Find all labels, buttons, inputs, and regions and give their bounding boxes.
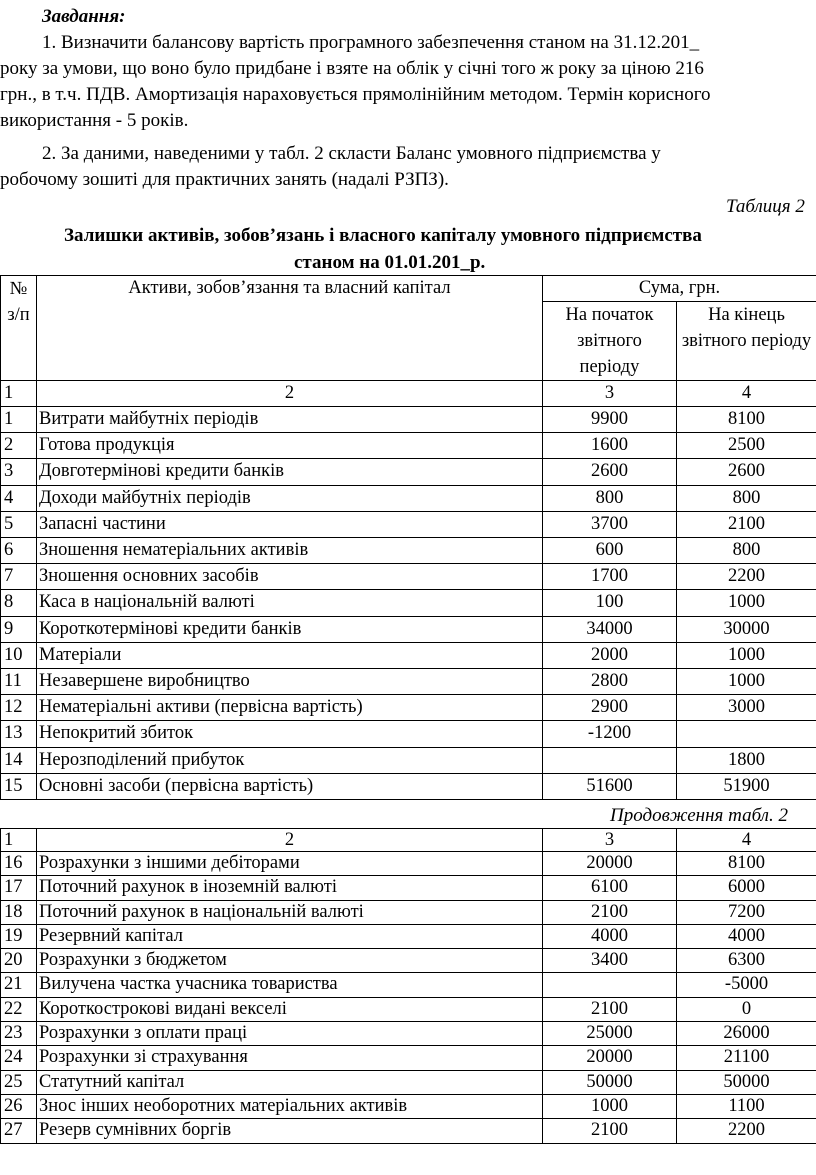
row-end-value: 6300 — [677, 949, 816, 973]
table-row — [1, 538, 816, 564]
row-end-value: 7200 — [677, 900, 816, 924]
row-end-value: 26000 — [677, 1022, 816, 1046]
row-end-value: 50000 — [677, 1070, 816, 1094]
header-start: На початок звітного періоду — [543, 302, 677, 381]
table-row — [1, 876, 816, 900]
header-name: Активи, зобов’язання та власний капітал — [37, 276, 543, 381]
row-end-value: 51900 — [677, 773, 816, 799]
row-number: 9 — [1, 616, 37, 642]
row-name: Каса в національній валюті — [37, 590, 543, 616]
row-start-value: 3700 — [543, 511, 677, 537]
row-start-value: 20000 — [543, 1046, 677, 1070]
row-number: 16 — [1, 852, 37, 876]
table-row — [1, 1094, 816, 1118]
table-title-line2: станом на 01.01.201_р. — [294, 252, 486, 273]
col-number: 3 — [543, 829, 677, 852]
row-end-value: 6000 — [677, 876, 816, 900]
row-number: 18 — [1, 900, 37, 924]
row-number: 6 — [1, 538, 37, 564]
row-end-value: 2200 — [677, 1119, 816, 1143]
row-end-value: 1000 — [677, 590, 816, 616]
row-name: Зношення нематеріальних активів — [37, 538, 543, 564]
table-title-line1: Залишки активів, зобов’язань і власного капіталу умовного підприємства — [64, 225, 702, 246]
row-name: Нематеріальні активи (первісна вартість) — [37, 695, 543, 721]
table-row — [1, 1046, 816, 1070]
row-number: 19 — [1, 924, 37, 948]
row-name: Довготермінові кредити банків — [37, 459, 543, 485]
task-p1-line1: 1. Визначити балансову вартість програмного забезпечення станом на 31.12.201_ — [42, 32, 700, 53]
task-p2-line1: 2. За даними, наведеними у табл. 2 скласти Баланс умовного підприємства у — [42, 143, 661, 164]
row-end-value: 2600 — [677, 459, 816, 485]
row-name: Непокритий збиток — [37, 721, 543, 747]
row-number: 12 — [1, 695, 37, 721]
col-number: 3 — [543, 381, 677, 407]
col-number: 1 — [1, 829, 37, 852]
row-start-value: 2800 — [543, 669, 677, 695]
table-row — [1, 669, 816, 695]
table-row — [1, 590, 816, 616]
row-number: 8 — [1, 590, 37, 616]
row-name: Розрахунки з іншими дебіторами — [37, 852, 543, 876]
table-row — [1, 924, 816, 948]
table-row — [1, 642, 816, 668]
row-number: 22 — [1, 997, 37, 1021]
row-end-value: 30000 — [677, 616, 816, 642]
row-end-value: 8100 — [677, 407, 816, 433]
row-start-value: 2900 — [543, 695, 677, 721]
row-name: Зношення основних засобів — [37, 564, 543, 590]
table-row — [1, 433, 816, 459]
header-sum: Сума, грн. — [543, 276, 816, 302]
row-end-value: 8100 — [677, 852, 816, 876]
row-number: 7 — [1, 564, 37, 590]
row-end-value: 1000 — [677, 642, 816, 668]
row-start-value: 1700 — [543, 564, 677, 590]
task-heading: Завдання: — [42, 6, 126, 27]
row-end-value: 4000 — [677, 924, 816, 948]
row-name: Незавершене виробництво — [37, 669, 543, 695]
table-row — [1, 511, 816, 537]
row-name: Матеріали — [37, 642, 543, 668]
row-number: 3 — [1, 459, 37, 485]
table-row — [1, 1119, 816, 1143]
row-number: 10 — [1, 642, 37, 668]
table-row — [1, 997, 816, 1021]
row-start-value: 1000 — [543, 1094, 677, 1118]
table-row — [1, 852, 816, 876]
row-name: Вилучена частка учасника товариства — [37, 973, 543, 997]
col-number: 4 — [677, 829, 816, 852]
col-number: 2 — [37, 381, 543, 407]
row-end-value: 1100 — [677, 1094, 816, 1118]
row-name: Резервний капітал — [37, 924, 543, 948]
table-row — [1, 564, 816, 590]
row-start-value: 2600 — [543, 459, 677, 485]
row-start-value: 34000 — [543, 616, 677, 642]
row-number: 5 — [1, 511, 37, 537]
row-number: 4 — [1, 485, 37, 511]
row-name: Поточний рахунок в іноземній валюті — [37, 876, 543, 900]
row-end-value: 21100 — [677, 1046, 816, 1070]
row-number: 2 — [1, 433, 37, 459]
row-name: Нерозподілений прибуток — [37, 747, 543, 773]
row-name: Витрати майбутніх періодів — [37, 407, 543, 433]
table-row — [1, 721, 816, 747]
row-name: Резерв сумнівних боргів — [37, 1119, 543, 1143]
col-number: 1 — [1, 381, 37, 407]
row-start-value: 9900 — [543, 407, 677, 433]
row-number: 21 — [1, 973, 37, 997]
row-end-value: 1000 — [677, 669, 816, 695]
row-start-value: 50000 — [543, 1070, 677, 1094]
task-p1-line4: використання - 5 років. — [0, 110, 189, 131]
row-end-value: 2100 — [677, 511, 816, 537]
row-number: 15 — [1, 773, 37, 799]
row-number: 11 — [1, 669, 37, 695]
row-number: 25 — [1, 1070, 37, 1094]
table-row — [1, 1022, 816, 1046]
table-row — [1, 485, 816, 511]
row-start-value: 51600 — [543, 773, 677, 799]
row-name: Розрахунки зі страхування — [37, 1046, 543, 1070]
column-number-row — [1, 381, 816, 407]
row-start-value: 1600 — [543, 433, 677, 459]
row-start-value: 6100 — [543, 876, 677, 900]
table-row — [1, 900, 816, 924]
row-start-value: 25000 — [543, 1022, 677, 1046]
row-name: Знос інших необоротних матеріальних активів — [37, 1094, 543, 1118]
row-end-value — [677, 721, 816, 747]
row-name: Короткотермінові кредити банків — [37, 616, 543, 642]
continuation-label: Продовження табл. 2 — [610, 805, 788, 826]
header-num: № з/п — [1, 276, 37, 381]
table-row — [1, 949, 816, 973]
table-label: Таблиця 2 — [726, 196, 805, 217]
table-row — [1, 695, 816, 721]
row-number: 20 — [1, 949, 37, 973]
task-p1-line3: грн., в т.ч. ПДВ. Амортизація нараховується прямолінійним методом. Термін корисного — [0, 84, 711, 105]
row-start-value: 2000 — [543, 642, 677, 668]
row-number: 26 — [1, 1094, 37, 1118]
row-name: Готова продукція — [37, 433, 543, 459]
row-name: Запасні частини — [37, 511, 543, 537]
row-start-value: 20000 — [543, 852, 677, 876]
task-p2-line2: робочому зошиті для практичних занять (надалі РЗПЗ). — [0, 169, 449, 190]
table-row — [1, 1070, 816, 1094]
balances-table-part2 — [0, 828, 816, 1144]
row-name: Статутний капітал — [37, 1070, 543, 1094]
row-name: Доходи майбутніх періодів — [37, 485, 543, 511]
col-number: 2 — [37, 829, 543, 852]
row-start-value: 100 — [543, 590, 677, 616]
row-start-value: 2100 — [543, 900, 677, 924]
row-end-value: 800 — [677, 485, 816, 511]
row-number: 23 — [1, 1022, 37, 1046]
row-number: 13 — [1, 721, 37, 747]
task-p1-line2: року за умови, що воно було придбане і взяте на облік у січні того ж року за ціною 216 — [0, 58, 704, 79]
table-row — [1, 773, 816, 799]
header-end: На кінець звітного періоду — [677, 302, 816, 381]
row-end-value: -5000 — [677, 973, 816, 997]
row-end-value: 1800 — [677, 747, 816, 773]
row-number: 17 — [1, 876, 37, 900]
row-number: 27 — [1, 1119, 37, 1143]
row-start-value — [543, 973, 677, 997]
table-row — [1, 459, 816, 485]
row-end-value: 2200 — [677, 564, 816, 590]
row-name: Розрахунки з бюджетом — [37, 949, 543, 973]
table-row — [1, 747, 816, 773]
row-start-value: 2100 — [543, 1119, 677, 1143]
row-number: 14 — [1, 747, 37, 773]
row-start-value: 800 — [543, 485, 677, 511]
row-number: 1 — [1, 407, 37, 433]
row-end-value: 800 — [677, 538, 816, 564]
row-end-value: 2500 — [677, 433, 816, 459]
balances-table-part1 — [0, 275, 816, 800]
table-row — [1, 973, 816, 997]
col-number: 4 — [677, 381, 816, 407]
row-name: Розрахунки з оплати праці — [37, 1022, 543, 1046]
table-row — [1, 407, 816, 433]
row-start-value: 3400 — [543, 949, 677, 973]
row-start-value: -1200 — [543, 721, 677, 747]
row-name: Короткострокові видані векселі — [37, 997, 543, 1021]
row-name: Основні засоби (первісна вартість) — [37, 773, 543, 799]
row-start-value: 600 — [543, 538, 677, 564]
row-end-value: 0 — [677, 997, 816, 1021]
row-start-value — [543, 747, 677, 773]
column-number-row — [1, 829, 816, 852]
table-row — [1, 616, 816, 642]
row-end-value: 3000 — [677, 695, 816, 721]
row-start-value: 2100 — [543, 997, 677, 1021]
row-start-value: 4000 — [543, 924, 677, 948]
row-number: 24 — [1, 1046, 37, 1070]
row-name: Поточний рахунок в національній валюті — [37, 900, 543, 924]
